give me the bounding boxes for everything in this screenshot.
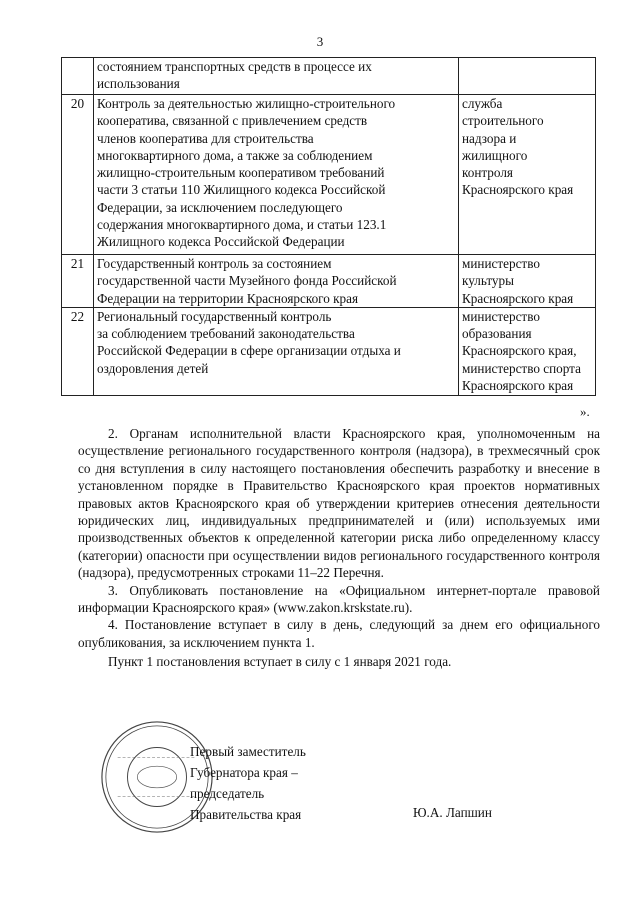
control-body-text: министерство образования Красноярского края, министерство спорта Красноярского края [462, 308, 581, 394]
control-subject [94, 95, 459, 255]
signature-block [190, 741, 306, 825]
signer-name: Ю.А. Лапшин [413, 805, 492, 820]
control-subject-text: Региональный государственный контроль за соблюдением требований законодательства Российской Федерации в сфере организации отдыха и оздоровления детей [97, 308, 401, 376]
table-row [62, 95, 596, 255]
row-number: 22 [62, 307, 94, 395]
control-subject [94, 58, 459, 95]
control-body [459, 255, 596, 308]
perechen-table [61, 57, 596, 396]
control-subject-text: Контроль за деятельностью жилищно-строительного кооператива, связанной с привлечением средств членов кооператива для строительства многоквартирного дома, а также за соблюдением жилищно-строительным кооперативом требований части 3 статьи 110 Жилищного кодекса Российской Федерации, за исключением последующего содержания многоквартирного дома, и статьи 123.1 Жилищного кодекса Российской Федерации [97, 96, 396, 250]
signatory-title-line-4: Правительства края [190, 807, 302, 822]
table-row [62, 255, 596, 308]
row-number: 21 [62, 255, 94, 308]
control-subject-text: состоянием транспортных средств в процессе их использования [97, 59, 372, 92]
signatory-title-line-1: Первый заместитель [190, 744, 306, 759]
table-row [62, 307, 596, 395]
control-body-text: министерство культуры Красноярского края [462, 256, 574, 306]
row-number [62, 58, 94, 95]
control-body [459, 95, 596, 255]
signatory-title-line-2: Губернатора края – [190, 765, 298, 780]
paragraph-3: 3. Опубликовать постановление на «Официальном интернет-портале правовой информации Красноярского края» (www.zakon.krskstate.ru). [78, 582, 600, 616]
page-number: 3 [316, 34, 324, 49]
resolution-body [78, 425, 600, 671]
control-body [459, 58, 596, 95]
control-subject [94, 307, 459, 395]
paragraph-4: 4. Постановление вступает в силу в день, следующий за днем его официального опубликования, за исключением пункта 1. [78, 617, 600, 650]
paragraph-effective-date: Пункт 1 постановления вступает в силу с 1 января 2021 года. [108, 654, 452, 670]
paragraph-2: 2. Органам исполнительной власти Красноярского края, уполномоченным на осуществление регионального государственного контроля (надзора), в трехмесячный срок со дня вступления в силу настоящего постановления обеспечить разработку и внесение в установленном порядке в Правительство Красноярского края проектов нормативных правовых актов Красноярского края об утверждении критериев отнесения деятельности юридических лиц, индивидуальных предпринимателей и (или) используемых ими производственных объектов к определенной категории риска либо определенному классу (категории) опасности при осуществлении видов регионального государственного контроля (надзора), предусмотренных строками 11–22 Перечня. [78, 426, 600, 581]
control-subject [94, 255, 459, 308]
control-subject-text: Государственный контроль за состоянием государственной части Музейного фонда Российской Федерации на территории Красноярского края [97, 256, 397, 306]
control-body [459, 307, 596, 395]
control-body-text: служба строительного надзора и жилищного контроля Красноярского края [462, 96, 574, 198]
table-row [62, 58, 596, 95]
signatory-title-line-3: председатель [190, 786, 265, 801]
closing-quote: ». [580, 404, 590, 419]
row-number: 20 [62, 95, 94, 255]
